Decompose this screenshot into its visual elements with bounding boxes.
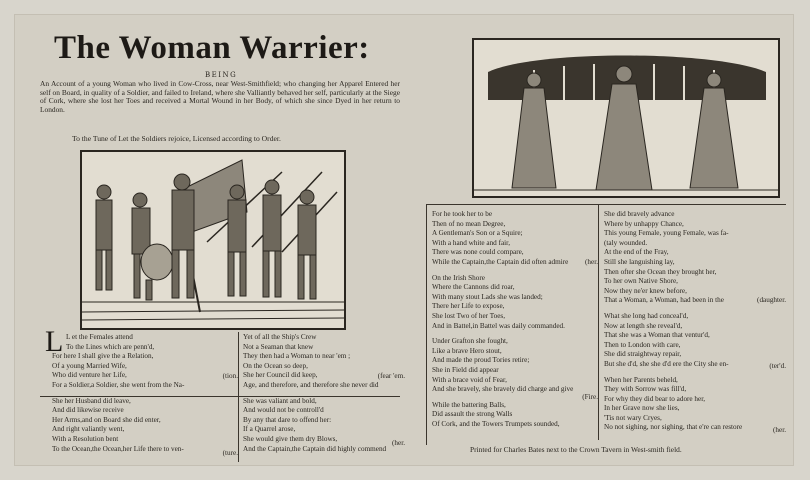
verse-column-3-tails-2: (Fire.	[582, 393, 598, 401]
women-woodcut	[472, 38, 780, 198]
verse-column-3-tails: (her.	[585, 258, 598, 266]
verse-column-3: For he took her to be Then of no mean Degree, A Gentleman's Son or a Squire; With a hand white and fair, There was none could compare, While the Captain,the Captain did often admire On the Irish Shore Where the Cannons did roar, With many stout Lads she was landed; There her Life to expose, She lost Two of her Toes, And in Battel,in Battel was daily commanded. Under Grafton she fought, Like a brave Hero stout, And made the proud Tories retire; She in Field did appear With a brace void of Fear, And she bravely, she bravely did charge and give While the battering Balls, Did assault the strong Walls Of Cork, and the Towers Trumpets sounded,	[432, 210, 574, 428]
verse-column-4-tails-2: (ter'd.	[769, 362, 786, 370]
verse-column-2-tails: (fear 'em.	[377, 372, 405, 380]
drop-cap-l: L	[45, 325, 64, 358]
center-divider	[426, 205, 427, 445]
ballad-title: The Woman Warrier:	[54, 30, 370, 66]
printer-imprint: Printed for Charles Bates next to the Crown Tavern in West-smith field.	[470, 445, 682, 454]
verse-column-1-tails-2: (ture.	[222, 449, 238, 457]
intro-paragraph: An Account of a young Woman who lived in Cow-Cross, near West-Smithfield; who changing her Apparel Entered her self on Board, in quality of a Soldier, and failed to Ireland, where she Valliantly behaved her self, particularly at the Siege of Cork, where she lost her Toes and received a Mortal Wound in her Body, of which she since Dyed in her return to London.	[40, 79, 400, 114]
soldiers-woodcut	[80, 150, 346, 330]
verse-column-2: Yet of all the Ship's Crew Not a Seaman that knew They then had a Woman to near 'em ; On the Ocean so deep, She her Council did keep, Age, and therefore, and therefore she never did She was valiant and bold, And would not be controll'd By any that dare to offend her: If a Quarrel arose, She would give them dry Blows, And the Captain,the Captain did highly commend	[243, 333, 387, 453]
tune-line: To the Tune of Let the Soldiers rejoice, Licensed according to Order.	[72, 134, 281, 143]
verse-column-2-tails-2: (her.	[392, 439, 405, 447]
top-rule-right	[426, 204, 786, 205]
being-label: BEING	[205, 71, 238, 79]
verse-column-1-tails: (tion.	[222, 372, 238, 380]
column-divider-1	[238, 332, 239, 462]
verse-column-4-tails-3: (her.	[773, 426, 786, 434]
verse-column-1: L et the Females attend To the Lines which are penn'd, For here I shall give the a Relation, Of a young Married Wife, Who did venture her Life, For a Soldier,a Soldier, she went from the Na- She her Husband did leave, And did likewise receive Her Arms,and on Board she did enter, And right valiantly went, With a Resolution bent To the Ocean,the Ocean,her Life there to ven-	[52, 333, 185, 453]
verse-column-4-tails: (daughter.	[757, 296, 786, 304]
column-divider-3	[598, 205, 599, 440]
verse-column-4: She did bravely advance Where by unhappy Chance, This young Female, young Female, was fa- (taly wounded. At the end of the Fray, Still she languishing lay, Then ofter she Ocean they brought her, To her own Native Shore, Now they ne'er knew before, That a Woman, a Woman, had been in the What she long had conceal'd, Now at length she reveal'd, That she was a Woman that ventur'd, Then to London with care, She did straightway repair, But she d'd, she she d'd ere the City she en- When her Parents beheld, They with Sorrow was fill'd, For why they did bear to adore her, In her Grave now she lies, 'Tis not wary Cryes, No not sighing, nor sighing, that e're can restore	[604, 210, 743, 432]
